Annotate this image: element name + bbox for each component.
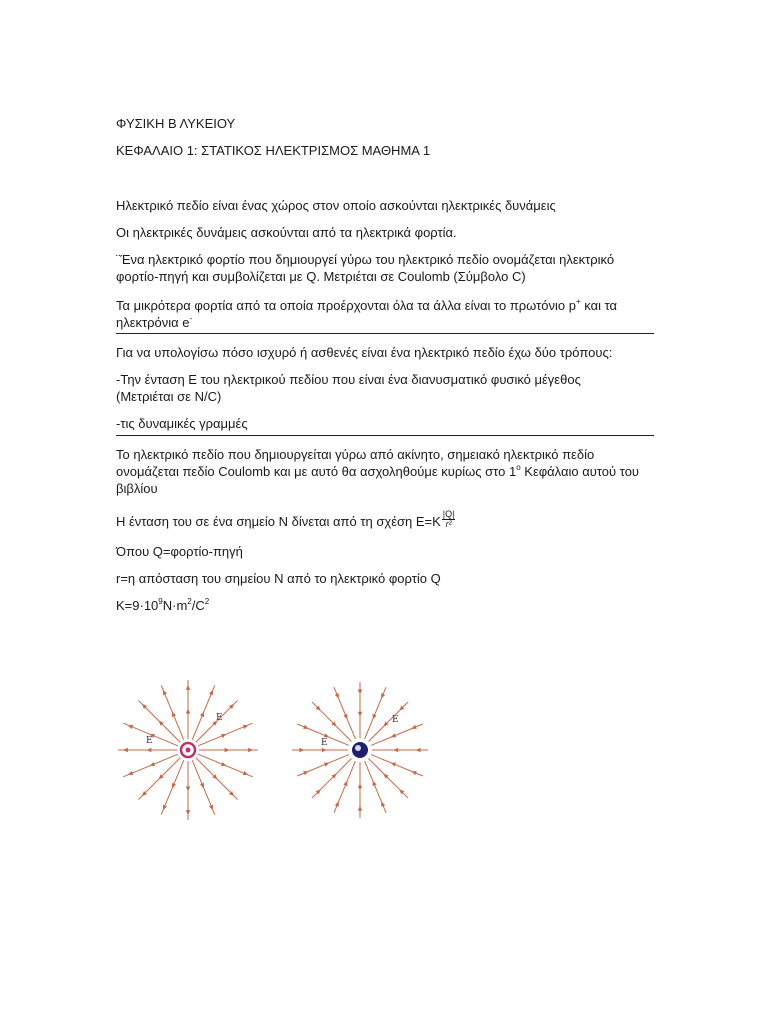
text-span: N·m: [162, 598, 188, 613]
fraction-denominator: r²: [445, 519, 452, 530]
divider: [116, 333, 654, 334]
label-e: E: [216, 713, 223, 723]
negative-charge-highlight: [355, 745, 361, 751]
text-span: Η ένταση του σε ένα σημείο Ν δίνεται από τη σχέση Ε=Κ: [116, 514, 441, 529]
paragraph-coulomb-line2: [116, 463, 661, 481]
superscript: 2: [187, 596, 192, 606]
field-arrow: [393, 748, 398, 752]
text-span: K=9·10: [116, 598, 159, 613]
paragraph-coulomb-line3: βιβλίου: [116, 481, 158, 496]
superscript: +: [575, 296, 581, 306]
positive-charge-core: [186, 748, 191, 753]
field-arrow: [322, 748, 327, 752]
field-arrow: [186, 685, 190, 690]
field-arrow: [225, 748, 230, 752]
paragraph-two-ways: Για να υπολογίσω πόσο ισχυρό ή ασθενές είναι ένα ηλεκτρικό πεδίο έχω δύο τρόπους:: [116, 345, 613, 360]
paragraph-field-lines: -τις δυναμικές γραμμές: [116, 416, 248, 431]
paragraph-intensity-line2: (Μετριέται σε N/C): [116, 389, 222, 404]
positive-charge-field-diagram: [116, 672, 262, 832]
fraction: [442, 510, 456, 529]
paragraph-r-definition: r=η απόσταση του σημείου Ν από το ηλεκτρικό φορτίο Q: [116, 571, 441, 586]
label-e: E: [392, 715, 399, 725]
field-arrow: [248, 748, 253, 752]
field-arrow: [358, 689, 362, 694]
superscript: 9: [158, 596, 163, 606]
field-arrow: [299, 748, 304, 752]
text-span: ηλεκτρόνια e: [116, 315, 190, 330]
field-arrow: [186, 787, 190, 792]
label-e: E: [146, 736, 153, 746]
superscript: ο: [516, 462, 521, 472]
negative-charge-field-diagram: [288, 682, 438, 832]
label-e: E: [321, 738, 328, 748]
field-arrow: [186, 810, 190, 815]
paragraph-definition: Ηλεκτρικό πεδίο είναι ένας χώρος στον οποίο ασκούνται ηλεκτρικές δυνάμεις: [116, 198, 556, 213]
text-span: Κεφάλαιο αυτού του: [520, 464, 640, 479]
chapter-heading: ΚΕΦΑΛΑΙΟ 1: ΣΤΑΤΙΚΟΣ ΗΛΕΚΤΡΙΣΜΟΣ ΜΑΘΗΜΑ 1: [116, 143, 431, 158]
field-arrow: [146, 748, 151, 752]
fraction-numerator: |Q|: [442, 509, 455, 520]
paragraph-forces: Οι ηλεκτρικές δυνάμεις ασκούνται από τα ηλεκτρικά φορτία.: [116, 225, 457, 240]
text-span: /C: [191, 598, 205, 613]
text-span: Τα μικρότερα φορτία από τα οποία προέρχονται όλα τα άλλα είναι το πρωτόνιο p: [116, 298, 576, 313]
field-arrow: [358, 712, 362, 717]
field-arrow: [416, 748, 421, 752]
paragraph-source-charge-line1: ¨Ένα ηλεκτρικό φορτίο που δημιουργεί γύρω του ηλεκτρικό πεδίο ονομάζεται ηλεκτρικό: [116, 252, 615, 267]
paragraph-coulomb-line1: Το ηλεκτρικό πεδίο που δημιουργείται γύρω από ακίνητο, σημειακό ηλεκτρικό πεδίο: [116, 447, 595, 462]
paragraph-k-constant: [116, 597, 661, 615]
paragraph-formula: [116, 509, 661, 532]
paragraph-elementary-charges-line1: [116, 297, 661, 315]
paragraph-source-charge-line2: φορτίο-πηγή και συμβολίζεται με Q. Μετριέται σε Coulomb (Σύμβολο C): [116, 269, 526, 284]
divider: [116, 435, 654, 436]
field-arrow: [358, 783, 362, 788]
paragraph-intensity-line1: -Την ένταση Ε του ηλεκτρικού πεδίου που είναι ένα διανυσματικό φυσικό μέγεθος: [116, 372, 581, 387]
paragraph-elementary-charges-line2: [116, 314, 661, 332]
subject-heading: ΦΥΣΙΚΗ Β ΛΥΚΕΙΟΥ: [116, 116, 236, 131]
superscript: 2: [204, 596, 210, 606]
text-span: ονομάζεται πεδίο Coulomb και με αυτό θα ασχοληθούμε κυρίως στο 1: [116, 464, 517, 479]
superscript: -: [189, 313, 193, 323]
field-arrow: [123, 748, 128, 752]
field-arrow: [186, 708, 190, 713]
paragraph-q-definition: Όπου Q=φορτίο-πηγή: [116, 544, 243, 559]
text-span: και τα: [580, 298, 618, 313]
field-arrow: [358, 806, 362, 811]
